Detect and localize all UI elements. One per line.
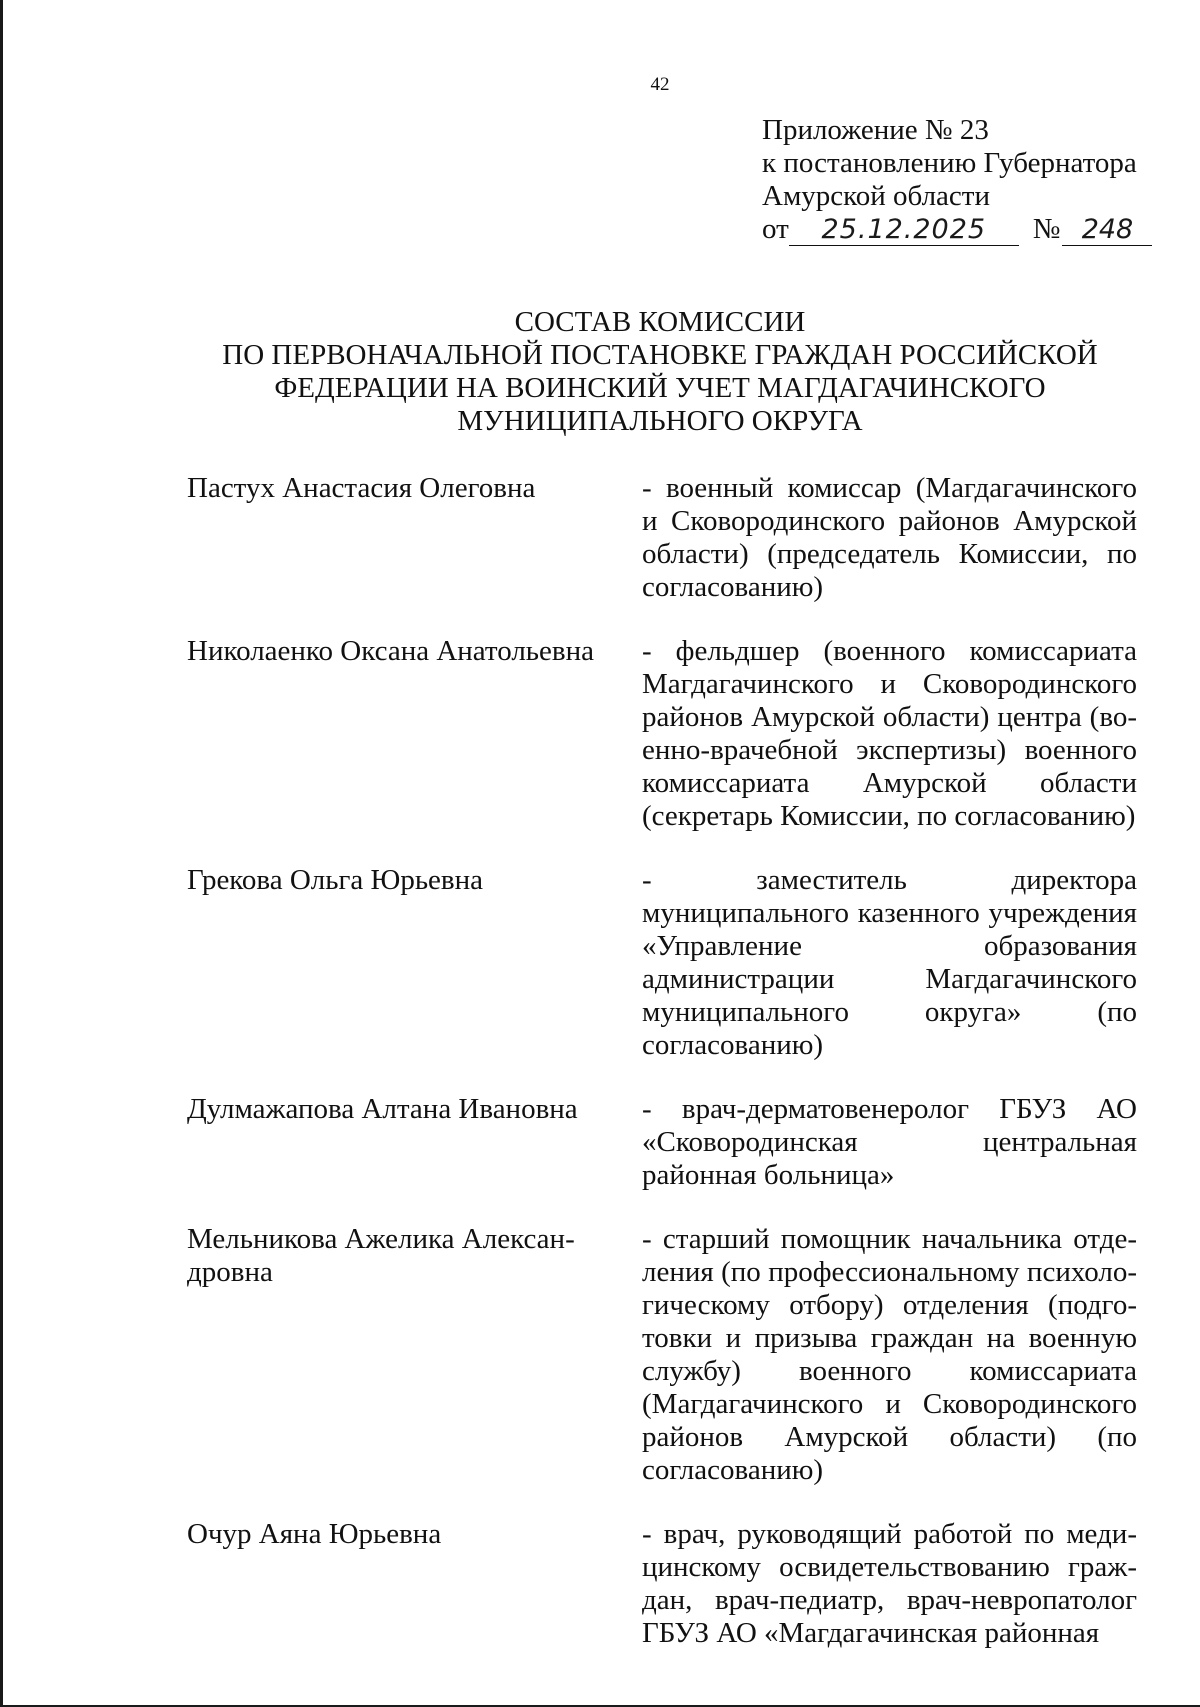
member-name: Пастух Анастасия Олеговна — [187, 472, 536, 504]
member-name: Дулмажапова Алтана Ивановна — [187, 1093, 578, 1125]
member-role: - врач, руководящий работой по медицинскому освидетельствованию граждан, врач-педиатр, врач-невропатолог ГБУЗ АО «Магдагачинская районная — [642, 1518, 1137, 1649]
document-title — [150, 306, 1170, 438]
member-entry — [187, 1223, 1137, 1487]
number-prefix: № — [1032, 213, 1061, 245]
member-role: - старший помощник начальника отделения (по профессиональному психологическому отбору) отделения (подготовки и призыва граждан на военную службу) военного комиссариата (Магдагачинского и Сковородинского районов Амурской области) (по согласованию) — [642, 1223, 1137, 1486]
title-line-1: СОСТАВ КОМИССИИ — [514, 306, 806, 338]
title-line-4: МУНИЦИПАЛЬНОГО ОКРУГА — [457, 405, 863, 437]
title-line-2: ПО ПЕРВОНАЧАЛЬНОЙ ПОСТАНОВКЕ ГРАЖДАН РОССИЙСКОЙ — [222, 339, 1098, 371]
appendix-line-1: Приложение № 23 — [762, 114, 989, 146]
member-name: Николаенко Оксана Анатольевна — [187, 635, 594, 667]
member-role: - врач-дерматовенеролог ГБУЗ АО «Сковородинская центральная районная больница» — [642, 1093, 1137, 1191]
appendix-line-2: к постановлению Губернатора — [762, 147, 1137, 179]
appendix-line-3: Амурской области — [762, 180, 990, 212]
member-role: - заместитель директора муниципального казенного учреждения «Управление образования администрации Магдагачинского муниципального округа» (по согласованию) — [642, 864, 1137, 1061]
handwritten-date: 25.12.2025 — [789, 215, 1019, 246]
member-entry — [187, 864, 1137, 1062]
member-role: - военный комиссар (Магдагачинского и Сковородинского районов Амурской области) (председатель Комиссии, по согласованию) — [642, 472, 1137, 603]
title-line-3: ФЕДЕРАЦИИ НА ВОИНСКИЙ УЧЕТ МАГДАГАЧИНСКОГО — [274, 372, 1046, 404]
member-entry — [187, 472, 1137, 604]
date-prefix: от — [762, 213, 789, 245]
member-name: Мельникова Ажелика Александровна — [187, 1223, 575, 1288]
page-number: 42 — [650, 74, 670, 95]
member-entry — [187, 635, 1137, 833]
member-name: Грекова Ольга Юрьевна — [187, 864, 484, 896]
appendix-block — [762, 114, 1152, 246]
members-list — [187, 472, 1137, 1681]
handwritten-number: 248 — [1062, 215, 1152, 246]
appendix-date-row — [762, 213, 1152, 246]
member-role: - фельдшер (военного комиссариата Магдагачинского и Сковородинского районов Амурской области) центра (военно-врачебной экспертизы) военного комиссариата Амурской области (секретарь Комиссии, по согласованию) — [642, 635, 1137, 832]
member-entry — [187, 1518, 1137, 1650]
member-entry — [187, 1093, 1137, 1192]
member-name: Очур Аяна Юрьевна — [187, 1518, 442, 1550]
scan-edge-left — [0, 0, 3, 1707]
